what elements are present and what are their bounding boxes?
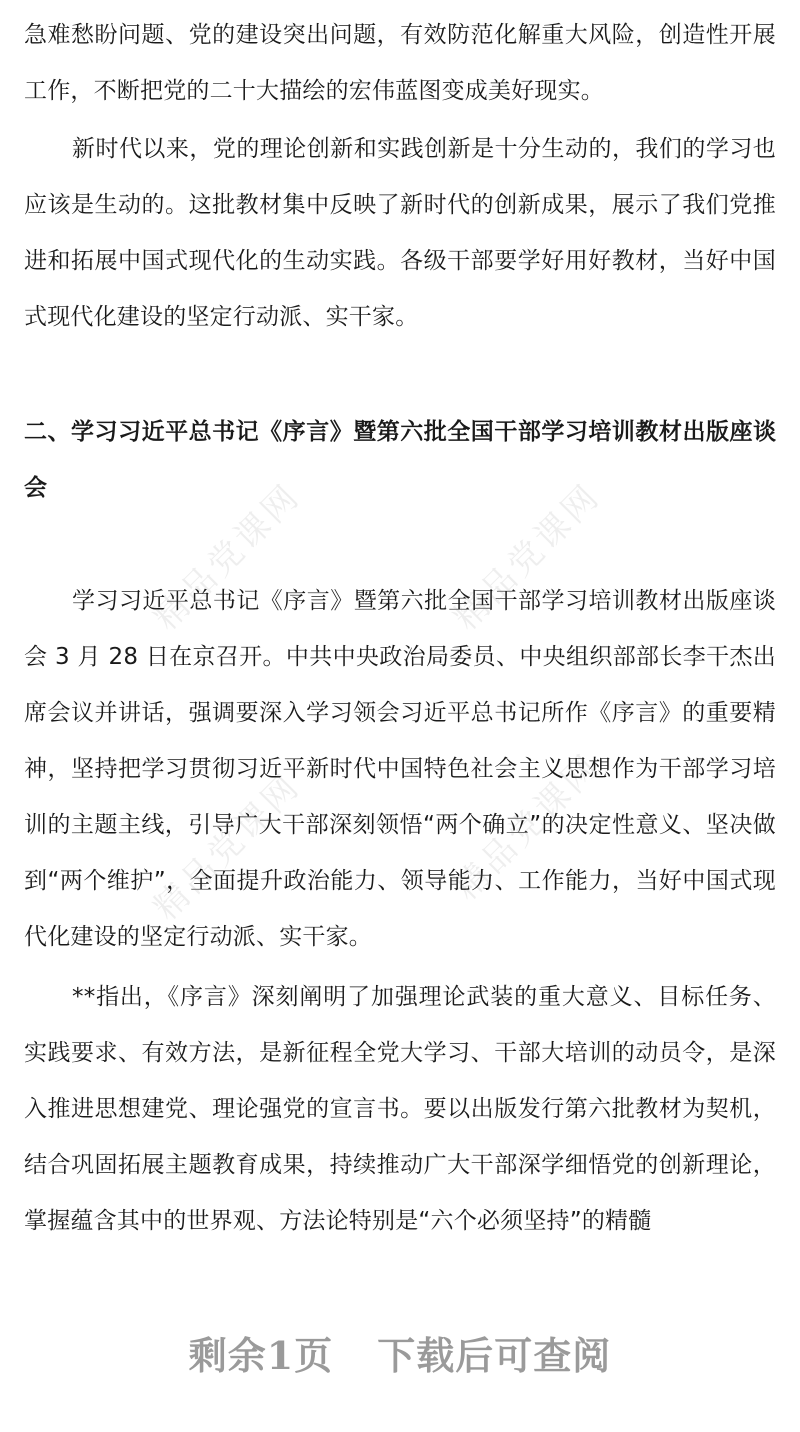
watermark: 精品党课网	[146, 475, 309, 639]
download-hint-label: 下载后可查阅	[377, 1333, 612, 1378]
watermark: 精品党课网	[446, 745, 609, 909]
watermark: 精品党课网	[146, 765, 309, 929]
watermark: 精品党课网	[446, 475, 609, 639]
remaining-pages-label: 剩余1页	[188, 1333, 334, 1378]
download-prompt[interactable]	[0, 1325, 800, 1380]
section-heading: 二、学习习近平总书记《序言》暨第六批全国干部学习培训教材出版座谈会	[24, 419, 776, 501]
paragraph-4: **指出，《序言》深刻阐明了加强理论武装的重大意义、目标任务、实践要求、有效方法，是新征程全党大学习、干部大培训的动员令，是深入推进思想建党、理论强党的宣言书。要以出版发行第六批教材为契机，结合巩固拓展主题教育成果，持续推动广大干部深学细悟党的创新理论，掌握蕴含其中的世界观、方法论特别是“六个必须坚持”的精髓	[24, 984, 776, 1234]
paragraph-3: 学习习近平总书记《序言》暨第六批全国干部学习培训教材出版座谈会 3 月 28 日在京召开。中共中央政治局委员、中央组织部部长李干杰出席会议并讲话，强调要深入学习领会习近平总书记所作《序言》的重要精神，坚持把学习贯彻习近平新时代中国特色社会主义思想作为干部学习培训的主题主线，引导广大干部深刻领悟“两个确立”的决定性意义、坚决做到“两个维护”，全面提升政治能力、领导能力、工作能力，当好中国式现代化建设的坚定行动派、实干家。	[24, 588, 776, 950]
paragraph-1: 急难愁盼问题、党的建设突出问题，有效防范化解重大风险，创造性开展工作，不断把党的二十大描绘的宏伟蓝图变成美好现实。	[24, 22, 776, 104]
paragraph-2: 新时代以来，党的理论创新和实践创新是十分生动的，我们的学习也应该是生动的。这批教材集中反映了新时代的创新成果，展示了我们党推进和拓展中国式现代化的生动实践。各级干部要学好用好教材，当好中国式现代化建设的坚定行动派、实干家。	[24, 136, 776, 330]
